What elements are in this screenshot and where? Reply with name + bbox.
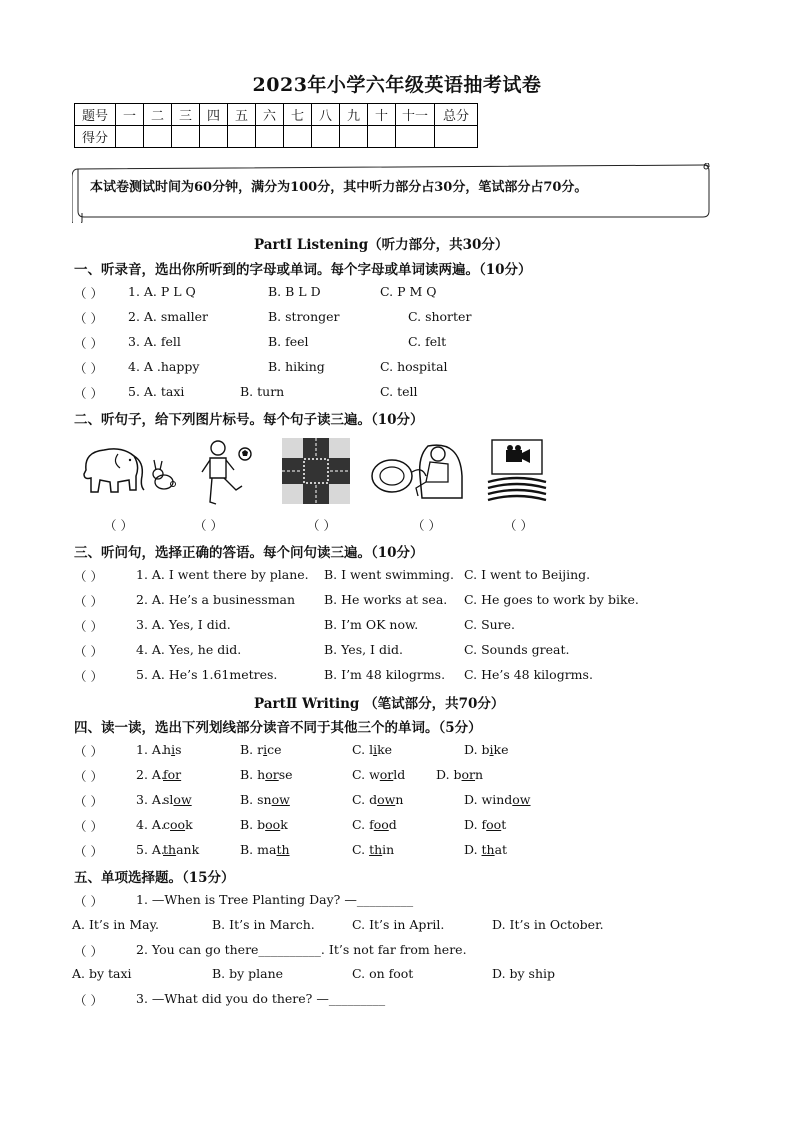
word-part: C. bbox=[352, 842, 370, 857]
part2-heading: PartⅡ Writing （笔试部分，共70分） bbox=[254, 696, 505, 712]
underlined-letters: for bbox=[163, 767, 182, 782]
answer-blank[interactable]: （ ） bbox=[74, 311, 103, 326]
word-option-a bbox=[163, 842, 199, 857]
word-option-c bbox=[352, 817, 397, 832]
question-option-a: 2. A. He’s a businessman bbox=[136, 592, 296, 607]
section3-heading: 三、听问句，选择正确的答语。每个问句读三遍。（10分） bbox=[74, 545, 424, 561]
question-option-b: B. hiking bbox=[268, 359, 325, 374]
answer-blank[interactable]: （ ） bbox=[74, 619, 103, 634]
question-option-c: C. P M Q bbox=[380, 284, 437, 299]
word-part: C. w bbox=[352, 767, 380, 782]
question-option-c: C. Sounds great. bbox=[464, 642, 570, 657]
notice-banner bbox=[72, 163, 708, 217]
question-option-c: C. He goes to work by bike. bbox=[464, 592, 639, 607]
score-input-cell[interactable] bbox=[200, 126, 228, 148]
underlined-letters: oo bbox=[170, 817, 186, 832]
answer-blank[interactable]: （ ） bbox=[74, 894, 103, 909]
underlined-letters: i bbox=[489, 742, 494, 757]
question-option-b: B. by plane bbox=[212, 966, 284, 981]
word-option-c bbox=[352, 767, 405, 782]
answer-blank[interactable]: （ ） bbox=[74, 361, 103, 376]
underlined-letters: ow bbox=[271, 792, 290, 807]
table-cell: 三 bbox=[172, 104, 200, 126]
underlined-letters: th bbox=[369, 842, 383, 857]
word-option-d bbox=[464, 742, 509, 757]
score-input-cell[interactable] bbox=[116, 126, 144, 148]
table-cell: 八 bbox=[312, 104, 340, 126]
underlined-letters: i bbox=[171, 742, 176, 757]
table-cell: 十一 bbox=[396, 104, 435, 126]
word-part: h bbox=[163, 742, 172, 757]
question-option-c: C. hospital bbox=[380, 359, 448, 374]
question-option-c: C. shorter bbox=[408, 309, 472, 324]
score-input-cell[interactable] bbox=[340, 126, 368, 148]
question-option-b: B. turn bbox=[240, 384, 285, 399]
word-part: n bbox=[475, 767, 484, 782]
table-cell: 四 bbox=[200, 104, 228, 126]
question-option-c: C. It’s in April. bbox=[352, 917, 445, 932]
word-part: se bbox=[278, 767, 293, 782]
notice-text: 本试卷测试时间为60分钟，满分为100分，其中听力部分占30分，笔试部分占70分。 bbox=[90, 180, 588, 195]
underlined-letters: or bbox=[265, 767, 279, 782]
word-option-c bbox=[352, 842, 394, 857]
answer-blank[interactable]: （ ） bbox=[74, 993, 103, 1008]
question-option-b: B. I’m 48 kilogrms. bbox=[324, 667, 446, 682]
word-part: B. r bbox=[240, 742, 264, 757]
word-option-a bbox=[163, 742, 181, 757]
question-option-c: C. Sure. bbox=[464, 617, 516, 632]
question-text: 2. You can go there__________. It’s not far from here. bbox=[136, 942, 467, 957]
word-option-b bbox=[240, 742, 282, 757]
score-table-header-row bbox=[75, 104, 478, 126]
word-part: ld bbox=[393, 767, 406, 782]
answer-blank[interactable]: （ ） bbox=[74, 794, 103, 809]
question-option-a: 1. A. I went there by plane. bbox=[136, 567, 309, 582]
word-part: C. f bbox=[352, 817, 374, 832]
page-title: 2023年小学六年级英语抽考试卷 bbox=[252, 74, 542, 96]
answer-blank[interactable]: （ ） bbox=[74, 286, 103, 301]
section2-heading: 二、听句子，给下列图片标号。每个句子读三遍。（10分） bbox=[74, 412, 424, 428]
word-part: d bbox=[388, 817, 397, 832]
picture-answer-blank[interactable]: （ ） bbox=[307, 518, 336, 533]
question-option-a: 4. A. Yes, he did. bbox=[136, 642, 242, 657]
crossroads-icon bbox=[282, 438, 350, 504]
picture-answer-blank[interactable]: （ ） bbox=[194, 518, 223, 533]
question-text: 3. —What did you do there? —_________ bbox=[136, 991, 386, 1006]
word-part: B. sn bbox=[240, 792, 272, 807]
question-text: 1. —When is Tree Planting Day? —_________ bbox=[136, 892, 414, 907]
underlined-letters: or bbox=[379, 767, 394, 782]
table-cell: 二 bbox=[144, 104, 172, 126]
answer-blank[interactable]: （ ） bbox=[74, 336, 103, 351]
word-option-d bbox=[464, 842, 507, 857]
picture-answer-blank[interactable]: （ ） bbox=[504, 518, 533, 533]
word-option-a bbox=[163, 792, 192, 807]
boy-kicking-ball-icon bbox=[198, 438, 256, 510]
question-option-c: C. tell bbox=[380, 384, 418, 399]
word-part: ank bbox=[176, 842, 200, 857]
score-input-cell[interactable] bbox=[368, 126, 396, 148]
word-part: c bbox=[163, 817, 171, 832]
underlined-letters: ow bbox=[173, 792, 192, 807]
word-part: k bbox=[185, 817, 193, 832]
picture-answer-blank[interactable]: （ ） bbox=[104, 518, 133, 533]
answer-blank[interactable]: （ ） bbox=[74, 669, 103, 684]
question-number: 1. A. bbox=[136, 742, 165, 757]
underlined-letters: or bbox=[461, 767, 476, 782]
part1-heading: PartⅠ Listening（听力部分，共30分） bbox=[254, 237, 509, 253]
underlined-letters: i bbox=[373, 742, 378, 757]
section4-heading: 四、读一读，选出下列划线部分读音不同于其他三个的单词。（5分） bbox=[74, 720, 482, 736]
question-option-b: B. It’s in March. bbox=[212, 917, 315, 932]
word-part: in bbox=[382, 842, 395, 857]
table-cell: 题号 bbox=[75, 104, 116, 126]
underlined-letters: th bbox=[276, 842, 290, 857]
section1-heading: 一、听录音，选出你所听到的字母或单词。每个字母或单词读两遍。（10分） bbox=[74, 262, 532, 278]
score-table bbox=[74, 103, 478, 148]
underlined-letters: ow bbox=[512, 792, 531, 807]
section5-heading: 五、单项选择题。（15分） bbox=[74, 870, 235, 886]
word-option-b bbox=[240, 792, 290, 807]
word-option-d bbox=[436, 767, 483, 782]
question-option-a: 4. A .happy bbox=[128, 359, 200, 374]
table-cell: 一 bbox=[116, 104, 144, 126]
word-part: D. wind bbox=[464, 792, 513, 807]
answer-blank[interactable]: （ ） bbox=[74, 594, 103, 609]
question-option-b: B. I went swimming. bbox=[324, 567, 455, 582]
word-part: sl bbox=[163, 792, 174, 807]
table-cell: 得分 bbox=[75, 126, 116, 148]
word-part: ke bbox=[377, 742, 393, 757]
underlined-letters: oo bbox=[486, 817, 502, 832]
score-input-cell[interactable] bbox=[172, 126, 200, 148]
question-number: 4. A. bbox=[136, 817, 165, 832]
answer-blank[interactable]: （ ） bbox=[74, 386, 103, 401]
underlined-letters: th bbox=[163, 842, 177, 857]
score-input-cell[interactable] bbox=[256, 126, 284, 148]
word-part: s bbox=[175, 742, 182, 757]
question-option-a: A. by taxi bbox=[72, 966, 132, 981]
table-cell: 六 bbox=[256, 104, 284, 126]
word-option-b bbox=[240, 817, 288, 832]
word-option-b bbox=[240, 842, 290, 857]
question-option-b: B. He works at sea. bbox=[324, 592, 448, 607]
table-cell: 九 bbox=[340, 104, 368, 126]
word-part: n bbox=[395, 792, 404, 807]
word-part: D. f bbox=[464, 817, 487, 832]
answer-blank[interactable]: （ ） bbox=[74, 644, 103, 659]
question-option-a: 3. A. Yes, I did. bbox=[136, 617, 231, 632]
question-option-b: B. I’m OK now. bbox=[324, 617, 419, 632]
question-option-b: B. feel bbox=[268, 334, 309, 349]
question-option-b: B. B L D bbox=[268, 284, 321, 299]
word-option-d bbox=[464, 817, 506, 832]
score-input-cell[interactable] bbox=[228, 126, 256, 148]
table-cell: 七 bbox=[284, 104, 312, 126]
question-option-c: C. He’s 48 kilogrms. bbox=[464, 667, 593, 682]
picture-answer-blank[interactable]: （ ） bbox=[412, 518, 441, 533]
score-input-cell[interactable] bbox=[312, 126, 340, 148]
question-option-d: D. It’s in October. bbox=[492, 917, 604, 932]
question-option-a: 5. A. He’s 1.61metres. bbox=[136, 667, 278, 682]
score-table-score-row bbox=[75, 126, 478, 148]
underlined-letters: th bbox=[481, 842, 495, 857]
word-part: t bbox=[501, 817, 507, 832]
underlined-letters: oo bbox=[265, 817, 281, 832]
word-option-a bbox=[163, 817, 193, 832]
answer-blank[interactable]: （ ） bbox=[74, 844, 103, 859]
word-option-c bbox=[352, 742, 392, 757]
word-part: at bbox=[494, 842, 508, 857]
question-option-a: 3. A. fell bbox=[128, 334, 181, 349]
question-option-a: 2. A. smaller bbox=[128, 309, 208, 324]
question-option-c: C. felt bbox=[408, 334, 447, 349]
score-input-cell[interactable] bbox=[396, 126, 435, 148]
word-part: D. bbox=[464, 842, 482, 857]
score-input-cell[interactable] bbox=[144, 126, 172, 148]
answer-blank[interactable]: （ ） bbox=[74, 944, 103, 959]
score-input-cell[interactable] bbox=[435, 126, 478, 148]
elephant-and-rabbit-icon bbox=[78, 440, 180, 496]
question-option-c: C. on foot bbox=[352, 966, 414, 981]
word-part: k bbox=[280, 817, 288, 832]
word-part: C. d bbox=[352, 792, 378, 807]
word-part: D. b bbox=[464, 742, 490, 757]
question-option-a: 1. A. P L Q bbox=[128, 284, 196, 299]
word-part: ce bbox=[267, 742, 282, 757]
word-option-d bbox=[464, 792, 531, 807]
answer-blank[interactable]: （ ） bbox=[74, 569, 103, 584]
question-number: 3. A. bbox=[136, 792, 165, 807]
word-part: B. b bbox=[240, 817, 266, 832]
answer-blank[interactable]: （ ） bbox=[74, 744, 103, 759]
word-option-b bbox=[240, 767, 293, 782]
word-part: B. ma bbox=[240, 842, 277, 857]
question-option-d: D. by ship bbox=[492, 966, 556, 981]
cinema-icon bbox=[486, 436, 548, 502]
word-part: C. l bbox=[352, 742, 374, 757]
score-input-cell[interactable] bbox=[284, 126, 312, 148]
answer-blank[interactable]: （ ） bbox=[74, 819, 103, 834]
answer-blank[interactable]: （ ） bbox=[74, 769, 103, 784]
vr-chair-icon bbox=[368, 436, 466, 504]
question-option-a: 5. A. taxi bbox=[128, 384, 185, 399]
question-option-c: C. I went to Beijing. bbox=[464, 567, 591, 582]
underlined-letters: i bbox=[263, 742, 268, 757]
table-cell: 总分 bbox=[435, 104, 478, 126]
word-option-a bbox=[163, 767, 181, 782]
table-cell: 五 bbox=[228, 104, 256, 126]
word-part: ke bbox=[493, 742, 509, 757]
underlined-letters: ow bbox=[377, 792, 396, 807]
word-part: D. b bbox=[436, 767, 462, 782]
question-number: 2. A. bbox=[136, 767, 165, 782]
table-cell: 十 bbox=[368, 104, 396, 126]
question-number: 5. A. bbox=[136, 842, 165, 857]
underlined-letters: oo bbox=[373, 817, 389, 832]
word-option-c bbox=[352, 792, 403, 807]
word-part: B. h bbox=[240, 767, 266, 782]
question-option-b: B. Yes, I did. bbox=[324, 642, 403, 657]
question-option-a: A. It’s in May. bbox=[72, 917, 159, 932]
question-option-b: B. stronger bbox=[268, 309, 340, 324]
